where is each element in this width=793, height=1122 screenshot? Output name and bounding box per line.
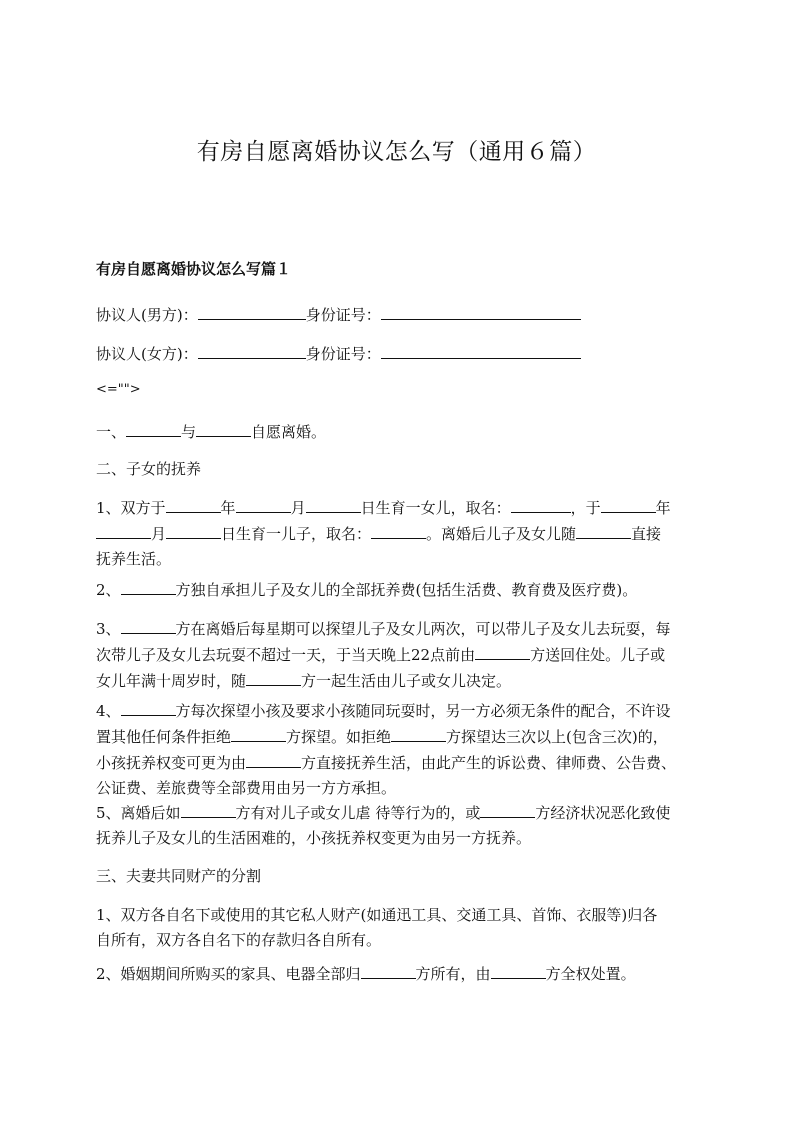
paragraph-3 bbox=[96, 616, 704, 694]
text-span: 3、 bbox=[96, 620, 121, 638]
blank-field bbox=[236, 495, 291, 513]
party-male-line bbox=[96, 302, 704, 328]
text-span: 置其他任何条件拒绝 bbox=[96, 728, 232, 746]
text-span: 方直接抚养生活，由此产生的诉讼费、律师费、公告费、 bbox=[301, 754, 677, 772]
text-span: 方全权处置。 bbox=[545, 965, 636, 983]
blank-field bbox=[246, 668, 301, 686]
text-span: 2、 bbox=[96, 581, 121, 599]
document-title: 有房自愿离婚协议怎么写（通用６篇） bbox=[196, 139, 597, 165]
blank-field bbox=[126, 419, 181, 437]
text-span: 1、双方各自名下或使用的其它私人财产(如通迅工具、交通工具、首饰、衣服等)归各 bbox=[96, 906, 658, 924]
blank-field bbox=[371, 521, 426, 539]
text-span: 方有对儿子或女儿虐 待等行为的，或 bbox=[235, 804, 481, 822]
blank-field bbox=[198, 341, 306, 359]
text-span: 年 bbox=[655, 499, 671, 517]
blank-field bbox=[491, 961, 546, 979]
section-title: 有房自愿离婚协议怎么写篇１ bbox=[96, 260, 292, 278]
blank-field bbox=[475, 642, 530, 660]
blank-field bbox=[381, 302, 581, 320]
item-1-line bbox=[96, 419, 704, 445]
blank-field bbox=[166, 521, 221, 539]
text-span: 方探望。如拒绝 bbox=[286, 728, 392, 746]
blank-field bbox=[391, 724, 446, 742]
text-span: ，于 bbox=[570, 499, 601, 517]
text-span: 公证费、差旅费等全部费用由另一方方承担。 bbox=[96, 779, 397, 797]
text-span: 直接 bbox=[631, 525, 662, 543]
text-span: 方在离婚后每星期可以探望儿子及女儿两次，可以带儿子及女儿去玩耍，每 bbox=[175, 620, 671, 638]
text-span: 方送回住处。儿子或 bbox=[530, 646, 666, 664]
blank-field bbox=[121, 698, 176, 716]
heading-2: 二、子女的抚养 bbox=[96, 460, 202, 478]
text-span: 5、离婚后如 bbox=[96, 804, 181, 822]
paragraph-5 bbox=[96, 800, 704, 851]
text-span: 日生育一女儿，取名： bbox=[360, 499, 511, 517]
paragraph-1 bbox=[96, 495, 704, 572]
text-span: 抚养生活。 bbox=[96, 550, 172, 568]
paragraph-2 bbox=[96, 577, 704, 603]
text-span: 2、婚姻期间所购买的家具、电器全部归 bbox=[96, 965, 361, 983]
text-span: 方独自承担儿子及女儿的全部抚养费(包括生活费、教育费及医疗费)。 bbox=[175, 581, 638, 599]
blank-field bbox=[306, 495, 361, 513]
text-span: 一、 bbox=[96, 423, 127, 441]
blank-field bbox=[511, 495, 571, 513]
blank-field bbox=[121, 616, 176, 634]
blank-field bbox=[381, 341, 581, 359]
blank-field bbox=[181, 800, 236, 818]
property-paragraph-2 bbox=[96, 961, 704, 987]
party-female-line bbox=[96, 341, 704, 367]
property-paragraph-1 bbox=[96, 903, 704, 953]
party-male-label: 协议人(男方)： bbox=[96, 306, 198, 324]
blank-field bbox=[361, 961, 416, 979]
text-span: 年 bbox=[220, 499, 236, 517]
text-span: 。离婚后儿子及女儿随 bbox=[426, 525, 577, 543]
text-span: 女儿年满十周岁时，随 bbox=[96, 672, 247, 690]
text-span: 日生育一儿子，取名： bbox=[221, 525, 372, 543]
text-span: 小孩抚养权变可更为由 bbox=[96, 754, 247, 772]
party-female-label: 协议人(女方)： bbox=[96, 345, 198, 363]
id-label: 身份证号： bbox=[305, 306, 381, 324]
text-span: 次带儿子及女儿去玩耍不超过一天，于当天晚上22点前由 bbox=[96, 646, 476, 664]
blank-field bbox=[231, 724, 286, 742]
blank-field bbox=[166, 495, 221, 513]
text-span: 方探望达三次以上(包含三次)的， bbox=[446, 728, 668, 746]
text-span: 方每次探望小孩及要求小孩随同玩耍时，另一方必须无条件的配合，不许设 bbox=[175, 702, 671, 720]
text-span: 抚养儿子及女儿的生活困难的，小孩抚养权变更为由另一方抚养。 bbox=[96, 829, 532, 847]
text-span: 月 bbox=[151, 525, 167, 543]
text-span: 4、 bbox=[96, 702, 121, 720]
text-span: 方经济状况恶化致使 bbox=[535, 804, 671, 822]
blank-field bbox=[198, 302, 306, 320]
blank-field bbox=[480, 800, 535, 818]
blank-field bbox=[246, 750, 301, 768]
blank-field bbox=[196, 419, 251, 437]
text-span: 方所有，由 bbox=[415, 965, 491, 983]
blank-field bbox=[121, 577, 176, 595]
text-span: 自愿离婚。 bbox=[251, 423, 327, 441]
paragraph-4 bbox=[96, 698, 704, 801]
id-label: 身份证号： bbox=[305, 345, 381, 363]
blank-field bbox=[576, 521, 631, 539]
text-span: 方一起生活由儿子或女儿决定。 bbox=[301, 672, 512, 690]
blank-field bbox=[601, 495, 656, 513]
placeholder-line: <=""> bbox=[96, 382, 141, 397]
heading-3: 三、夫妻共同财产的分割 bbox=[96, 867, 262, 885]
blank-field bbox=[96, 521, 151, 539]
text-span: 自所有，双方各自名下的存款归各自所有。 bbox=[96, 931, 382, 949]
text-span: 与 bbox=[181, 423, 197, 441]
text-span: 1、双方于 bbox=[96, 499, 166, 517]
text-span: 月 bbox=[290, 499, 306, 517]
